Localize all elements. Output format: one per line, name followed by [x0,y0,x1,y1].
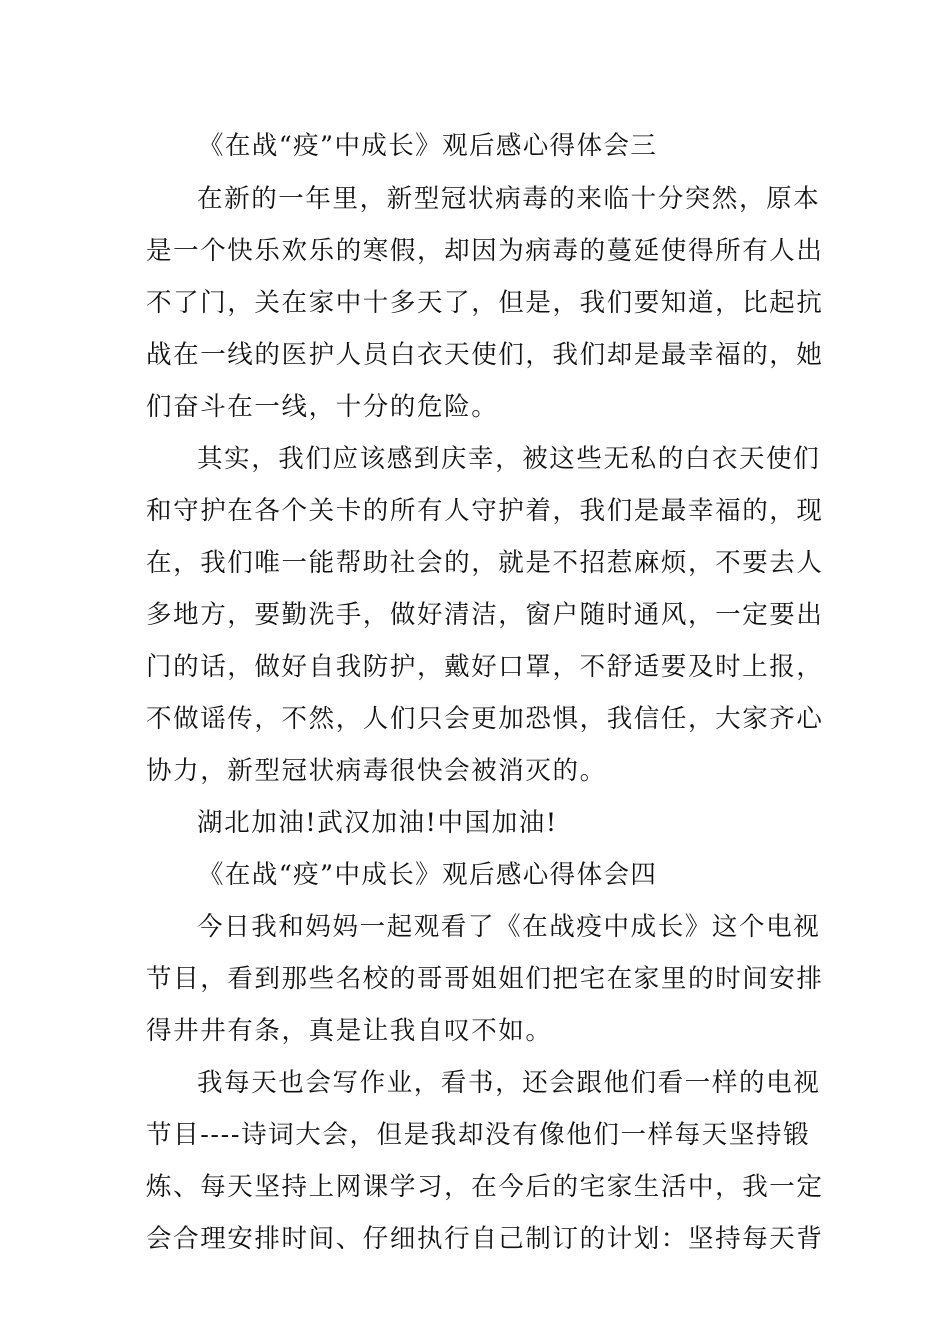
text-line: 不做谣传，不然，人们只会更加恐惧，我信任，大家齐心 [146,704,824,734]
text-line: 今日我和妈妈一起观看了《在战疫中成长》这个电视 [197,912,821,942]
text-line: 协力，新型冠状病毒很快会被消灭的。 [146,756,607,786]
text-line: 得井井有条，真是让我自叹不如。 [146,1016,553,1046]
text-line: 战在一线的医护人员白衣天使们，我们却是最幸福的，她 [146,340,824,370]
text-line: 会合理安排时间、仔细执行自己制订的计划：坚持每天背 [146,1224,824,1254]
text-line: 我每天也会写作业，看书，还会跟他们看一样的电视 [197,1068,821,1098]
text-line: 们奋斗在一线，十分的危险。 [146,392,499,422]
text-line: 节目----诗词大会，但是我却没有像他们一样每天坚持锻 [146,1120,811,1150]
text-line: 在新的一年里，新型冠状病毒的来临十分突然，原本 [197,184,821,214]
text-line: 不了门，关在家中十多天了，但是，我们要知道，比起抗 [146,288,824,318]
text-line: 节目，看到那些名校的哥哥姐姐们把宅在家里的时间安排 [146,964,824,994]
text-line: 门的话，做好自我防护，戴好口罩，不舒适要及时上报， [146,652,824,682]
text-line: 炼、每天坚持上网课学习，在今后的宅家生活中，我一定 [146,1172,824,1202]
text-line: 在，我们唯一能帮助社会的，就是不招惹麻烦，不要去人 [146,548,824,578]
text-line: 其实，我们应该感到庆幸，被这些无私的白衣天使们 [197,444,821,474]
text-line: 是一个快乐欢乐的寒假，却因为病毒的蔓延使得所有人出 [146,236,824,266]
section-heading-3: 《在战“疫”中成长》观后感心得体会三 [198,131,658,161]
text-line: 湖北加油!武汉加油!中国加油! [197,808,558,838]
section-heading-4: 《在战“疫”中成长》观后感心得体会四 [198,860,658,890]
text-line: 和守护在各个关卡的所有人守护着，我们是最幸福的，现 [146,496,824,526]
text-line: 多地方，要勤洗手，做好清洁，窗户随时通风，一定要出 [146,600,824,630]
